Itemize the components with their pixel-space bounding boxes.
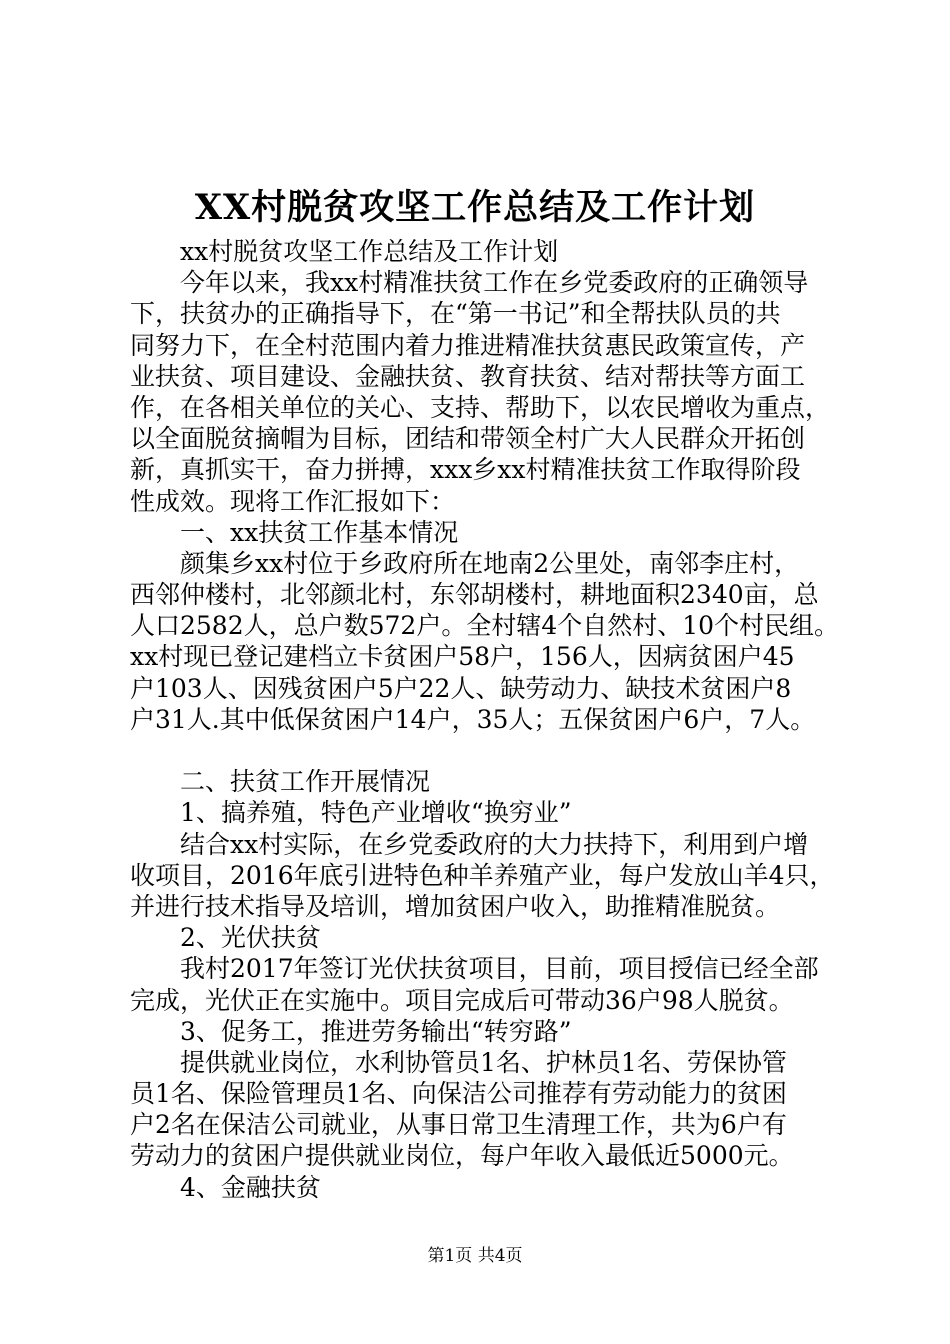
text-line: 颜集乡xx村位于乡政府所在地南2公里处，南邻李庄村，	[180, 548, 800, 578]
text-line: 完成，光伏正在实施中。项目完成后可带动36户98人脱贫。	[130, 985, 794, 1015]
text-line: 2、光伏扶贫	[180, 923, 321, 953]
text-line: 结合xx村实际，在乡党委政府的大力扶持下，利用到户增	[180, 829, 809, 859]
text-line: 员1名、保险管理员1名、向保洁公司推荐有劳动能力的贫困	[130, 1079, 787, 1109]
text-line: 作，在各相关单位的关心、支持、帮助下，以农民增收为重点，	[130, 392, 831, 422]
text-line: 西邻仲楼村，北邻颜北村，东邻胡楼村，耕地面积2340亩，总	[130, 580, 819, 610]
text-line: 3、促务工，推进劳务输出“转穷路”	[180, 1016, 572, 1046]
text-line: 同努力下，在全村范围内着力推进精准扶贫惠民政策宣传，产	[130, 330, 806, 360]
text-line: 新，真抓实干，奋力拼搏，xxx乡xx村精准扶贫工作取得阶段	[130, 455, 801, 485]
text-line: xx村现已登记建档立卡贫困户58户，156人，因病贫困户45	[130, 642, 795, 672]
text-line: 以全面脱贫摘帽为目标，团结和带领全村广大人民群众开拓创	[130, 424, 806, 454]
text-line: 户2名在保洁公司就业，从事日常卫生清理工作，共为6户有	[130, 1110, 787, 1140]
text-line: 人口2582人，总户数572户。全村辖4个自然村、10个村民组。	[130, 611, 840, 641]
text-line: xx村脱贫攻坚工作总结及工作计划	[180, 237, 559, 266]
text-line: 户103人、因残贫困户5户22人、缺劳动力、缺技术贫困户8	[130, 673, 792, 703]
document-title: XX村脱贫攻坚工作总结及工作计划	[194, 187, 756, 228]
text-line: 二、扶贫工作开展情况	[180, 767, 431, 797]
text-line: 今年以来，我xx村精准扶贫工作在乡党委政府的正确领导	[180, 268, 809, 298]
text-line: 劳动力的贫困户提供就业岗位，每户年收入最低近5000元。	[130, 1141, 794, 1171]
blank-line	[130, 735, 840, 766]
text-line: 4、金融扶贫	[180, 1172, 321, 1202]
text-line: 下，扶贫办的正确指导下，在“第一书记”和全帮扶队员的共	[130, 299, 781, 329]
text-line: 一、xx扶贫工作基本情况	[180, 517, 459, 547]
text-line: 业扶贫、项目建设、金融扶贫、教育扶贫、结对帮扶等方面工	[130, 361, 806, 391]
text-line: 户31人.其中低保贫困户14户，35人；五保贫困户6户，7人。	[130, 704, 816, 734]
text-line: 性成效。现将工作汇报如下：	[130, 486, 456, 516]
text-line: 我村2017年签订光伏扶贫项目，目前，项目授信已经全部	[180, 954, 819, 984]
text-line: 提供就业岗位，水利协管员1名、护林员1名、劳保协管	[180, 1047, 787, 1077]
document-body	[130, 236, 840, 1203]
text-line: 1、搞养殖，特色产业增收“换穷业”	[180, 798, 572, 828]
text-line: 并进行技术指导及培训，增加贫困户收入，助推精准脱贫。	[130, 891, 781, 921]
page-footer: 第1页 共4页	[427, 1246, 523, 1266]
text-line: 收项目，2016年底引进特色种羊养殖产业，每户发放山羊4只，	[130, 860, 835, 890]
